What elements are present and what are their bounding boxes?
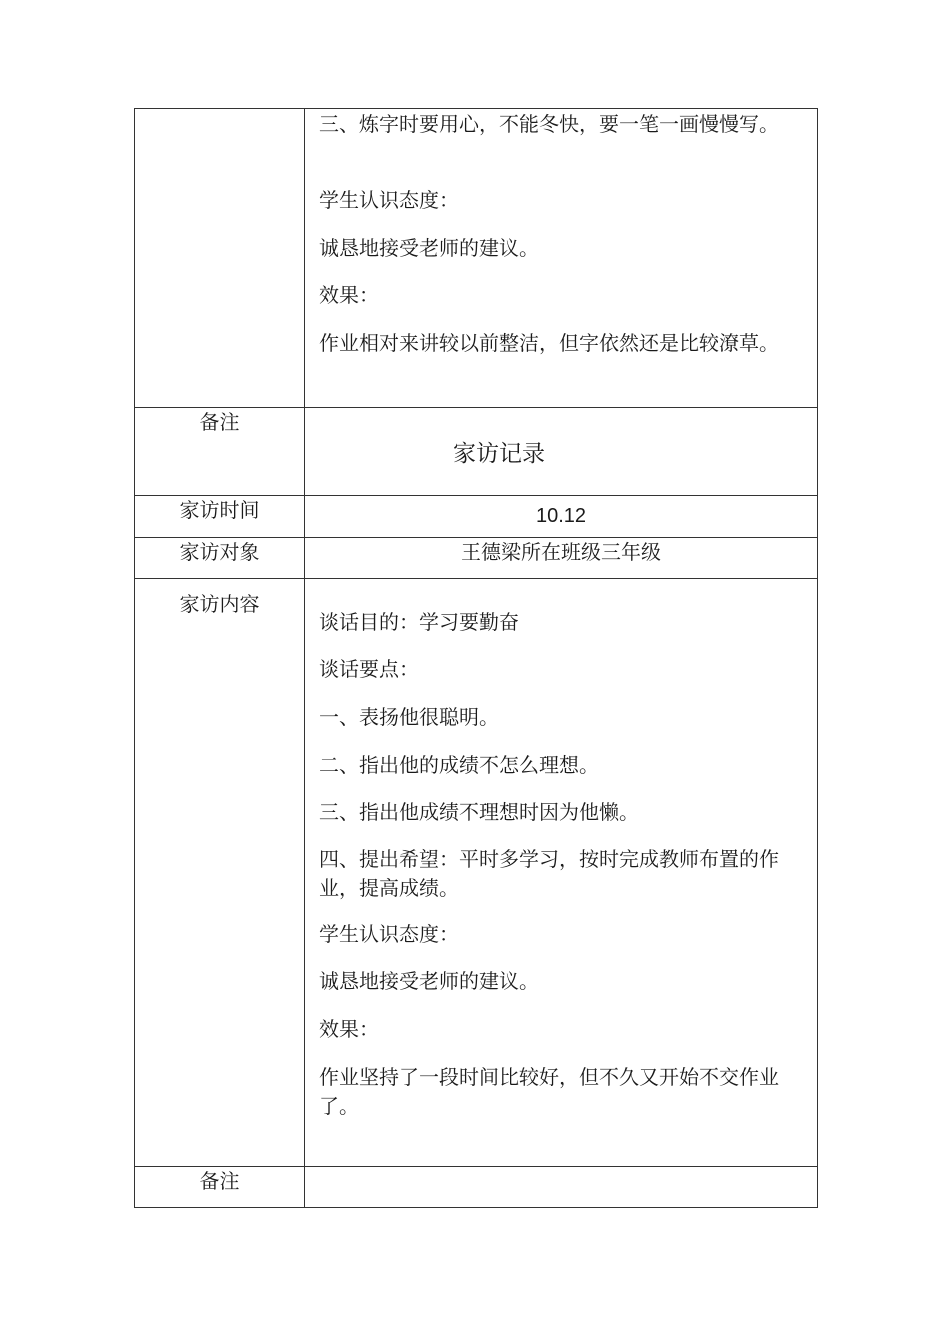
visit-target-value: 王德梁所在班级三年级 <box>461 540 661 564</box>
table-line-top <box>134 108 818 109</box>
content-attitude: 诚恳地接受老师的建议。 <box>319 969 539 993</box>
visit-time-label: 家访时间 <box>179 498 260 522</box>
content-point4: 四、提出希望：平时多学习，按时完成教师布置的作业，提高成绩。 <box>319 847 779 900</box>
block1-effect-label: 效果： <box>319 283 379 307</box>
remark2-label: 备注 <box>199 1169 240 1193</box>
table-line-middle <box>304 108 305 1208</box>
content-effect: 作业坚持了一段时间比较好，但不久又开始不交作业了。 <box>319 1065 779 1118</box>
table-line-left <box>134 108 135 1208</box>
record-title: 家访记录 <box>453 441 545 467</box>
block1-effect: 作业相对来讲较以前整洁，但字依然还是比较潦草。 <box>319 331 779 355</box>
content-attitude-label: 学生认识态度： <box>319 922 459 946</box>
content-points-label: 谈话要点： <box>319 657 419 681</box>
content-point1: 一、表扬他很聪明。 <box>319 705 499 729</box>
visit-content-label: 家访内容 <box>179 592 260 616</box>
remark1-label: 备注 <box>199 410 240 434</box>
visit-target-label: 家访对象 <box>179 540 260 564</box>
table-line-bottom <box>134 1207 818 1208</box>
content-effect-label: 效果： <box>319 1017 379 1041</box>
content-point2: 二、指出他的成绩不怎么理想。 <box>319 753 599 777</box>
content-purpose: 谈话目的：学习要勤奋 <box>319 610 519 634</box>
visit-time-value: 10.12 <box>535 505 587 527</box>
content-point3: 三、指出他成绩不理想时因为他懒。 <box>319 800 639 824</box>
table-line-right <box>817 108 818 1208</box>
block1-attitude-label: 学生认识态度： <box>319 188 459 212</box>
table-line-4 <box>134 578 818 579</box>
block1-attitude: 诚恳地接受老师的建议。 <box>319 236 539 260</box>
block1-para1: 三、炼字时要用心，不能冬快，要一笔一画慢慢写。 <box>319 112 779 136</box>
